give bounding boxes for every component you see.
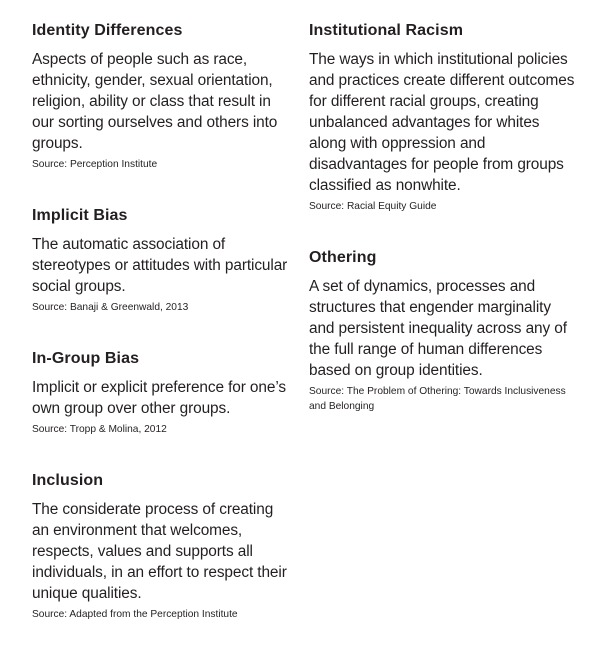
glossary-entry-inclusion: [32, 471, 294, 622]
term-definition: The ways in which institutional policies and practices create different outcomes for different racial groups, creating unbalanced advantages for whites along with oppression and disadvantages for people from groups classified as nonwhite.: [309, 51, 575, 194]
term-heading: Implicit Bias: [32, 207, 128, 224]
term-source: Source: Tropp & Molina, 2012: [32, 424, 167, 435]
term-definition: A set of dynamics, processes and structures that engender marginality and persistent inequality across any of the full range of human differences based on group identities.: [309, 278, 567, 379]
glossary-entry-institutional-racism: [309, 21, 579, 214]
term-source: Source: Perception Institute: [32, 159, 158, 170]
glossary-entry-identity-differences: [32, 21, 294, 172]
term-heading: Identity Differences: [32, 22, 183, 39]
term-definition: The considerate process of creating an environment that welcomes, respects, values and supports all individuals, in an effort to respect their unique qualities.: [32, 501, 287, 602]
term-heading: In-Group Bias: [32, 350, 140, 367]
term-definition: Implicit or explicit preference for one’s own group over other groups.: [32, 379, 286, 417]
term-source: Source: Racial Equity Guide: [309, 201, 437, 212]
term-source: Source: Banaji & Greenwald, 2013: [32, 302, 189, 313]
term-heading: Inclusion: [32, 472, 104, 489]
glossary-entry-in-group-bias: [32, 349, 294, 437]
term-definition: The automatic association of stereotypes or attitudes with particular social groups.: [32, 236, 288, 295]
term-source: Source: The Problem of Othering: Towards Inclusiveness and Belonging: [309, 386, 566, 412]
term-heading: Institutional Racism: [309, 22, 464, 39]
glossary-entry-implicit-bias: [32, 206, 294, 315]
glossary-entry-othering: [309, 248, 579, 414]
term-source: Source: Adapted from the Perception Institute: [32, 609, 238, 620]
term-heading: Othering: [309, 249, 377, 266]
term-definition: Aspects of people such as race, ethnicity, gender, sexual orientation, religion, ability or class that result in our sorting ourselves and others into groups.: [32, 51, 278, 152]
